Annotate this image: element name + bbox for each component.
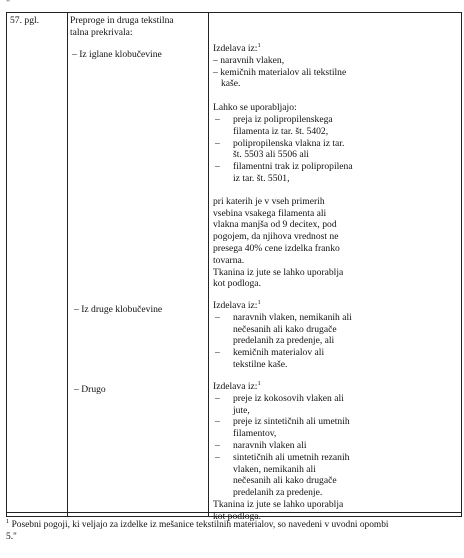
allowed-list <box>213 114 453 185</box>
list-item: – kemičnih materialov ali tekstilne kaše. <box>215 347 325 370</box>
description-column <box>68 13 209 517</box>
allowed-intro: Lahko se uporabljajo: <box>213 102 297 114</box>
working-processing-column <box>209 13 462 522</box>
list-item: – naravnih vlaken, nemikanih ali nečesanih ali kako drugače predelanih za predenje, ali <box>215 311 352 347</box>
opening-quote: " <box>6 0 11 9</box>
material-line: – kemičnih materialov ali tekstilne <box>213 66 347 78</box>
jute-note: Tkanina iz jute se lahko uporablja kot podloga. <box>213 266 344 290</box>
jute-note: Tkanina iz jute se lahko uporablja kot podloga. <box>213 498 344 522</box>
list-item: – preje iz kokosovih vlaken ali jute, <box>215 392 344 416</box>
section-label-needled-felt: – Iz iglane klobučevine <box>72 49 162 60</box>
list-item: – naravnih vlaken ali <box>215 439 307 451</box>
rule-needled-felt <box>213 43 453 290</box>
product-description: Preproge in druga tekstilna talna prekrivala: <box>70 15 174 38</box>
material-line: kaše. <box>221 78 241 90</box>
list-item: – filamentni trak iz polipropilena iz tar. št. 5501, <box>215 161 353 184</box>
section-label-other: – Drugo <box>74 384 106 395</box>
material-list <box>213 393 453 499</box>
list-item: – sintetičnih ali umetnih rezanih vlaken, nemikanih ali nečesanih ali kako drugače predelanih za predenje. <box>215 451 350 499</box>
heading-column <box>7 13 68 517</box>
footnote: $^1$ Posebni pogoji, ki veljajo za izdelke iz mešanice tekstilnih materialov, so navedeni v uvodni opombi 5." <box>6 517 389 542</box>
rule-intro: Izdelava iz:$^1$ <box>213 41 261 54</box>
condition-text: pri katerih je v vseh primerih vsebina vsakega filamenta ali vlakna manjša od 9 decitex, pod pogojem, da njihova vrednost ne presega 40% cene izdelka franko tovarna. <box>213 195 340 266</box>
list-item: – polipropilenska vlakna iz tar. št. 5503 ali 5506 ali <box>215 137 345 161</box>
heading-number: 57. pgl. <box>10 15 40 26</box>
material-list <box>213 312 453 371</box>
list-item: – preje iz sintetičnih ali umetnih filamentov, <box>215 416 350 440</box>
rule-intro: Izdelava iz:$^1$ <box>213 298 261 311</box>
rule-intro: Izdelava iz:$^1$ <box>213 379 261 392</box>
rules-table <box>6 12 462 522</box>
list-item: – preja iz polipropilenskega filamenta iz tar. št. 5402, <box>215 113 333 137</box>
section-label-other-felt: – Iz druge klobučevine <box>74 304 163 315</box>
material-line: – naravnih vlaken, <box>213 54 285 66</box>
rule-other-felt <box>213 300 453 371</box>
rule-other <box>213 381 453 523</box>
